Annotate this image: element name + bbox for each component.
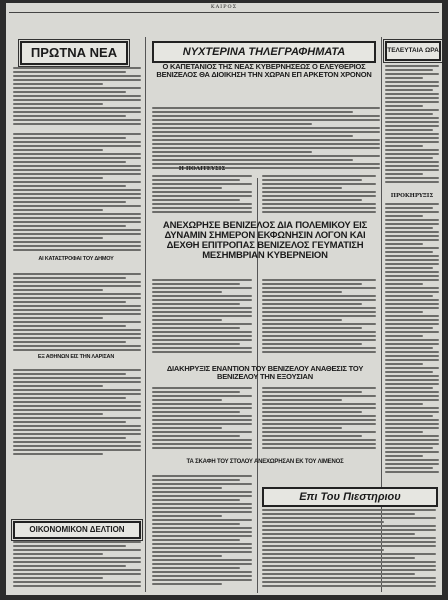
article-text <box>262 387 376 453</box>
sidebar-headline: ΕΞ ΑΘΗΝΩΝ ΕΙΣ ΤΗΝ ΛΑΡΙΣΑΝ <box>37 354 115 360</box>
article-text <box>152 475 252 590</box>
article-text <box>152 279 252 357</box>
box-news: ΠΡΩΤΝΑ ΝΕΑ <box>20 41 128 65</box>
headline-venizelos: ΑΝΕΧΩΡΗΣΕ ΒΕΝΙΖΕΛΟΣ ΔΙΑ ΠΟΛΕΜΙΚΟΥ ΕΙΣ ΔΥΝΑΜΙΝ ΣΗΜΕΡΟΝ ΕΚΦΩΝΗΣΙΝ ΛΟΓΟΝ ΚΑΙ ΔΕΧΘΗ ΕΠΙΤΡΟΠΑΣ ΒΕΝΙΖΕΛΟΣ ΓΕΥΜΑΤΙΣΗ ΜΕΣΗΜΒΡΙΑΝ ΚΥΒΕΡΝΕΙΟΝ <box>162 220 368 261</box>
article-text <box>385 65 439 185</box>
article-text <box>262 279 376 357</box>
subhead: ΠΡΟΚΗΡΥΞΙΣ <box>390 193 434 199</box>
box-market: ΟΙΚΟΝΟΜΙΚΟΝ ΔΕΛΤΙΟΝ <box>13 521 141 539</box>
box-stock: Επι Του Πιεστηριου <box>262 487 438 507</box>
article-text <box>262 175 376 215</box>
headline-protest: ΔΙΑΚΗΡΥΞΙΣ ΕΝΑΝΤΙΟΝ ΤΟΥ ΒΕΝΙΖΕΛΟΥ ΑΝΑΘΕΣΙΣ ΤΟΥ ΒΕΝΙΖΕΛΟΥ ΤΗΝ ΕΞΟΥΣΙΑΝ <box>166 364 364 381</box>
article-text <box>13 67 141 127</box>
article-text <box>262 509 436 591</box>
subhead: Η ΠΟΛΙΤΕΥΣΙΣ <box>178 166 226 172</box>
newspaper-page <box>6 3 442 595</box>
article-text <box>152 175 252 215</box>
column-rule <box>145 37 146 592</box>
article-text <box>13 369 141 459</box>
article-text <box>152 387 252 453</box>
headline-ships: ΤΑ ΣΚΑΦΗ ΤΟΥ ΣΤΟΛΟΥ ΑΝΕΧΩΡΗΣΑΝ ΕΚ ΤΟΥ ΛΙΜΕΝΟΣ <box>186 459 344 465</box>
market-text <box>13 541 141 591</box>
article-text <box>385 203 439 473</box>
box-telegrams: ΝΥΧΤΕΡΙΝΑ ΤΗΛΕΓΡΑΦΗΜΑΤΑ <box>152 41 376 63</box>
top-rule <box>9 12 439 13</box>
box-latest: ΤΕΛΕΥΤΑΙΑ ΩΡΑ <box>385 41 441 61</box>
masthead: ΚΑΙΡΟΣ <box>210 4 238 10</box>
article-text <box>13 273 141 353</box>
article-text <box>152 107 380 171</box>
sidebar-headline: ΑΙ ΚΑΤΑΣΤΡΟΦΑΙ ΤΟΥ ΔΗΜΟΥ <box>38 256 114 262</box>
main-headline: Ο ΚΑΠΕΤΑΝΙΟΣ ΤΗΣ ΝΕΑΣ ΚΥΒΕΡΝΗΣΕΩΣ Ο ΕΛΕΥΘΕΡΙΟΣ ΒΕΝΙΖΕΛΟΣ ΘΑ ΔΙΟΙΚΗΣΗ ΤΗΝ ΧΩΡΑΝ ΕΠ ΑΡΚΕΤΟΝ ΧΡΟΝΟΝ <box>156 62 372 79</box>
article-text <box>13 133 141 253</box>
